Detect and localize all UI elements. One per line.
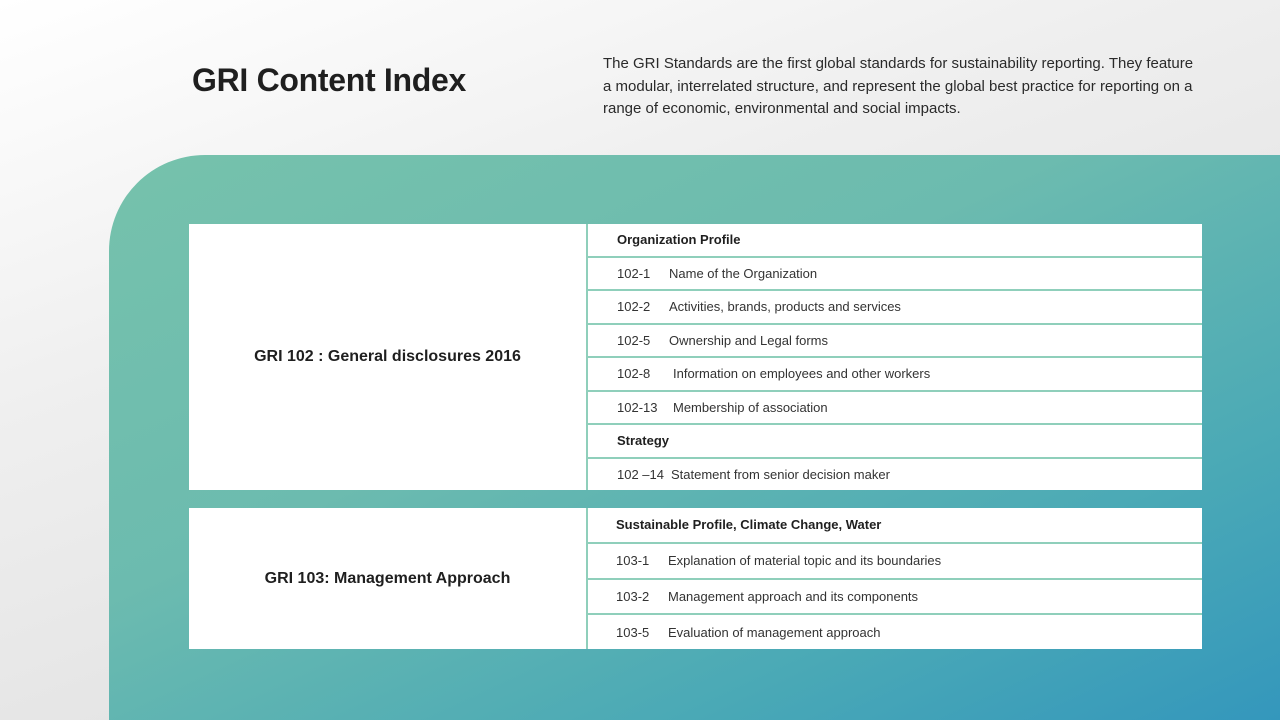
disclosure-text: Name of the Organization: [669, 265, 818, 281]
disclosure-code: 103-5: [616, 624, 650, 640]
disclosure-text: Membership of association: [673, 399, 828, 415]
table-row: [588, 258, 1202, 292]
table-row: [588, 615, 1202, 649]
page-title: GRI Content Index: [192, 62, 467, 98]
disclosure-code: 102-13: [617, 399, 658, 415]
disclosure-code: 103-2: [616, 588, 650, 604]
gri102-label-cell: [189, 224, 588, 490]
gri103-disclosures: [588, 508, 1202, 649]
disclosure-text: Ownership and Legal forms: [669, 332, 828, 348]
table-row: [588, 325, 1202, 359]
table-row: [588, 392, 1202, 426]
gri102-table: [189, 224, 1202, 490]
disclosure-text: Explanation of material topic and its boundaries: [668, 553, 942, 569]
disclosure-text: Information on employees and other workers: [673, 366, 931, 382]
disclosure-code: 102-2: [617, 299, 651, 315]
table-row: [588, 291, 1202, 325]
section-header-sustainable-profile: Sustainable Profile, Climate Change, Water: [588, 508, 1202, 544]
section-header-organization-profile: Organization Profile: [588, 224, 1202, 258]
disclosure-text: Statement from senior decision maker: [671, 466, 890, 482]
intro-paragraph: The GRI Standards are the first global standards for sustainability reporting. They feature a modular, interrelated structure, and represent the global best practice for reporting on a range of economic, environmental and social impacts.: [603, 55, 1194, 117]
table-row: [588, 358, 1202, 392]
disclosure-code: 102-5: [617, 332, 651, 348]
gri103-table: [189, 508, 1202, 649]
disclosure-text: Management approach and its components: [668, 588, 919, 604]
disclosure-code: 103-1: [616, 553, 650, 569]
section-header-strategy: Strategy: [588, 425, 1202, 459]
disclosure-code: 102-8: [617, 366, 651, 382]
table-row: [588, 544, 1202, 580]
gri102-label: GRI 102 : General disclosures 2016: [254, 348, 521, 365]
table-row: [588, 580, 1202, 616]
disclosure-text: Activities, brands, products and services: [669, 299, 901, 315]
disclosure-text: Evaluation of management approach: [668, 624, 881, 640]
gri103-label: GRI 103: Management Approach: [264, 569, 511, 587]
table-row: [588, 459, 1202, 491]
disclosure-code: 102-1: [617, 265, 651, 281]
gri102-disclosures: [588, 224, 1202, 490]
gri103-label-cell: [189, 508, 588, 649]
disclosure-code: 102 –14: [617, 466, 664, 482]
